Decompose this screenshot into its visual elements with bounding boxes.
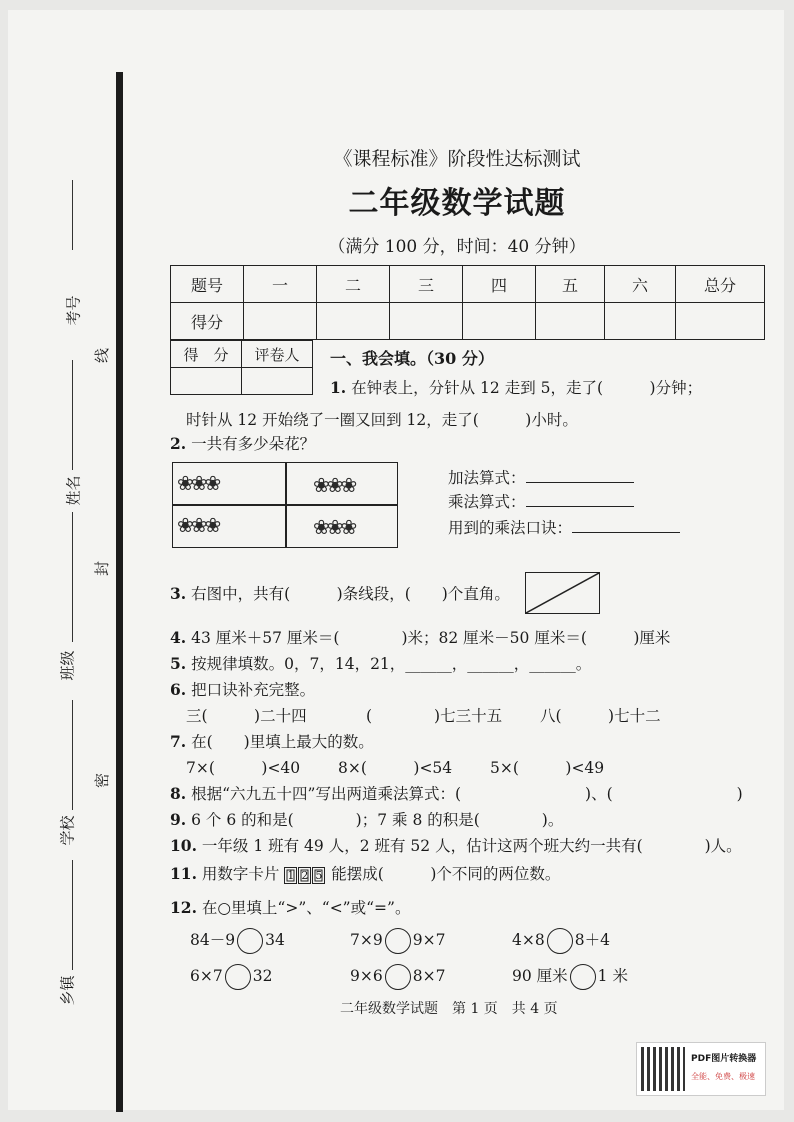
question-text: 右图中，共有( )条线段，( )个直角。: [191, 585, 510, 603]
score-row-label: 得分: [171, 303, 244, 340]
compare-item: [350, 928, 445, 954]
watermark-badge[interactable]: [636, 1042, 766, 1096]
question-number: 11.: [170, 864, 197, 883]
exam-info: （满分 100 分，时间：40 分钟）: [328, 237, 586, 257]
question-7: [170, 730, 374, 752]
binding-field-town: 乡镇: [58, 975, 77, 1006]
compare-left: 84－9: [190, 931, 236, 949]
binding-field-school: 学校: [58, 815, 77, 846]
page-footer: 二年级数学试题 第 1 页 共 4 页: [340, 1001, 558, 1017]
question-7b: 8×( )<54: [338, 759, 453, 777]
qr-code-icon: [641, 1047, 685, 1091]
addition-label: 加法算式：: [448, 469, 526, 487]
grader-name-label: 评卷人: [242, 341, 313, 368]
grader-score-cell[interactable]: [171, 368, 242, 395]
multiplication-label: 乘法算式：: [448, 493, 526, 511]
flower-icon-group: ❀❀❀: [313, 473, 355, 497]
question-text: 按规律填数。0，7，14，21，______，______，______。: [191, 655, 592, 673]
binding-underline: [72, 860, 73, 970]
grid-divider: [173, 504, 397, 506]
score-cell[interactable]: [536, 303, 605, 340]
question-text: 一年级 1 班有 49 人，2 班有 52 人，估计这两个班大约一共有( )人。: [201, 837, 742, 855]
grader-name-cell[interactable]: [242, 368, 313, 395]
question-number: 2.: [170, 434, 187, 453]
compare-circle[interactable]: [237, 928, 263, 954]
binding-bar: [116, 72, 123, 1112]
question-text: 在( )里填上最大的数。: [191, 733, 374, 751]
question-text: 用数字卡片: [201, 865, 280, 883]
compare-right: 1 米: [597, 967, 628, 985]
question-number: 6.: [170, 680, 187, 699]
question-text: 一共有多少朵花？: [191, 435, 316, 453]
score-cell[interactable]: [463, 303, 536, 340]
question-number: 12.: [170, 898, 197, 917]
question-number: 7.: [170, 732, 187, 751]
question-6a: 三( )二十四: [186, 707, 307, 725]
question-1a: [330, 376, 702, 398]
question-number: 5.: [170, 654, 187, 673]
question-4: [170, 626, 670, 648]
compare-left: 6×7: [190, 967, 223, 985]
question-text: 能摆成( )个不同的两位数。: [331, 865, 561, 883]
multiplication-blank[interactable]: [526, 506, 634, 507]
flower-icon-group: ❀❀❀: [177, 471, 219, 495]
question-3: [170, 582, 510, 604]
score-col-header: 总分: [676, 266, 765, 303]
flower-icon-group: ❀❀❀: [313, 515, 355, 539]
compare-right: 8＋4: [574, 931, 610, 949]
exam-title: 二年级数学试题: [348, 186, 566, 221]
rule-blank[interactable]: [572, 532, 680, 533]
binding-field-class: 班级: [58, 650, 77, 681]
question-6b: ( )七三十五: [366, 707, 503, 725]
question-12: [170, 896, 410, 918]
score-col-header: 四: [463, 266, 536, 303]
grader-table: [170, 340, 313, 395]
binding-underline: [72, 700, 73, 810]
question-2-add: [448, 466, 634, 488]
score-row-label: 题号: [171, 266, 244, 303]
question-8: [170, 782, 743, 804]
compare-right: 32: [252, 967, 273, 985]
score-table: [170, 265, 765, 340]
score-col-header: 六: [605, 266, 676, 303]
question-text: 根据“六九五十四”写出两道乘法算式：( )、( ): [191, 785, 743, 803]
compare-left: 4×8: [512, 931, 545, 949]
exam-subtitle: 《课程标准》阶段性达标测试: [333, 148, 581, 170]
question-text: 在○里填上“>”、“<”或“=”。: [201, 899, 411, 917]
digit-card: 1: [284, 867, 297, 884]
question-10: [170, 834, 742, 856]
question-11: [170, 862, 560, 884]
section-title: 一、我会填。（30 分）: [330, 349, 494, 368]
flower-icon-group: ❀❀❀: [177, 513, 219, 537]
rule-label: 用到的乘法口诀：: [448, 519, 573, 537]
score-cell[interactable]: [317, 303, 390, 340]
question-2-mul: [448, 490, 634, 512]
binding-underline: [72, 512, 73, 642]
rectangle-figure: [525, 572, 600, 614]
compare-right: 34: [265, 931, 285, 949]
question-6: [170, 678, 315, 700]
compare-item: [190, 964, 272, 990]
score-cell[interactable]: [244, 303, 317, 340]
question-2: [170, 432, 315, 454]
score-col-header: 一: [244, 266, 317, 303]
compare-item: [190, 928, 285, 954]
flower-grid: [172, 462, 398, 548]
compare-circle[interactable]: [385, 964, 411, 990]
digit-card: 2: [298, 867, 311, 884]
compare-item: [512, 964, 628, 990]
question-9: [170, 808, 563, 830]
question-text: 在钟表上，分针从 12 走到 5，走了( )分钟；: [351, 379, 703, 397]
question-5: [170, 652, 591, 674]
compare-item: [512, 928, 610, 954]
compare-circle[interactable]: [547, 928, 573, 954]
question-text: 43 厘米＋57 厘米＝( )米；82 厘米－50 厘米＝( )厘米: [191, 629, 671, 647]
question-6c: 八( )七十二: [540, 707, 661, 725]
question-number: 1.: [330, 378, 347, 397]
score-col-header: 五: [536, 266, 605, 303]
question-number: 4.: [170, 628, 187, 647]
compare-circle[interactable]: [225, 964, 251, 990]
compare-circle[interactable]: [570, 964, 596, 990]
binding-field-exam-no: 考号: [64, 295, 83, 326]
binding-mark-secret: 密: [93, 772, 112, 789]
watermark-subtitle: 全能、免费、极速: [691, 1072, 755, 1081]
question-number: 10.: [170, 836, 197, 855]
question-text: 6 个 6 的和是( )；7 乘 8 的积是( )。: [191, 811, 564, 829]
question-number: 3.: [170, 584, 187, 603]
compare-right: 9×7: [412, 931, 446, 949]
question-number: 8.: [170, 784, 187, 803]
compare-circle[interactable]: [385, 928, 411, 954]
question-2-rule: [448, 516, 680, 538]
score-col-header: 二: [317, 266, 390, 303]
binding-mark-line: 线: [93, 347, 112, 364]
binding-underline: [72, 360, 73, 470]
score-cell[interactable]: [676, 303, 765, 340]
score-cell[interactable]: [605, 303, 676, 340]
watermark-title: PDF图片转换器: [691, 1054, 757, 1064]
question-1b: 时针从 12 开始绕了一圈又回到 12，走了( )小时。: [186, 411, 578, 429]
compare-item: [350, 964, 445, 990]
question-7c: 5×( )<49: [490, 759, 605, 777]
digit-card: 5: [312, 867, 325, 884]
addition-blank[interactable]: [526, 482, 634, 483]
question-7a: 7×( )<40: [186, 759, 301, 777]
score-cell[interactable]: [390, 303, 463, 340]
compare-left: 7×9: [350, 931, 383, 949]
binding-mark-seal: 封: [93, 560, 112, 577]
score-col-header: 三: [390, 266, 463, 303]
compare-left: 9×6: [350, 967, 383, 985]
grader-score-label: 得 分: [171, 341, 242, 368]
question-text: 把口诀补充完整。: [191, 681, 316, 699]
compare-left: 90 厘米: [512, 967, 568, 985]
question-number: 9.: [170, 810, 187, 829]
binding-field-name: 姓名: [64, 475, 83, 506]
compare-right: 8×7: [412, 967, 446, 985]
diagonal-line: [526, 573, 599, 613]
